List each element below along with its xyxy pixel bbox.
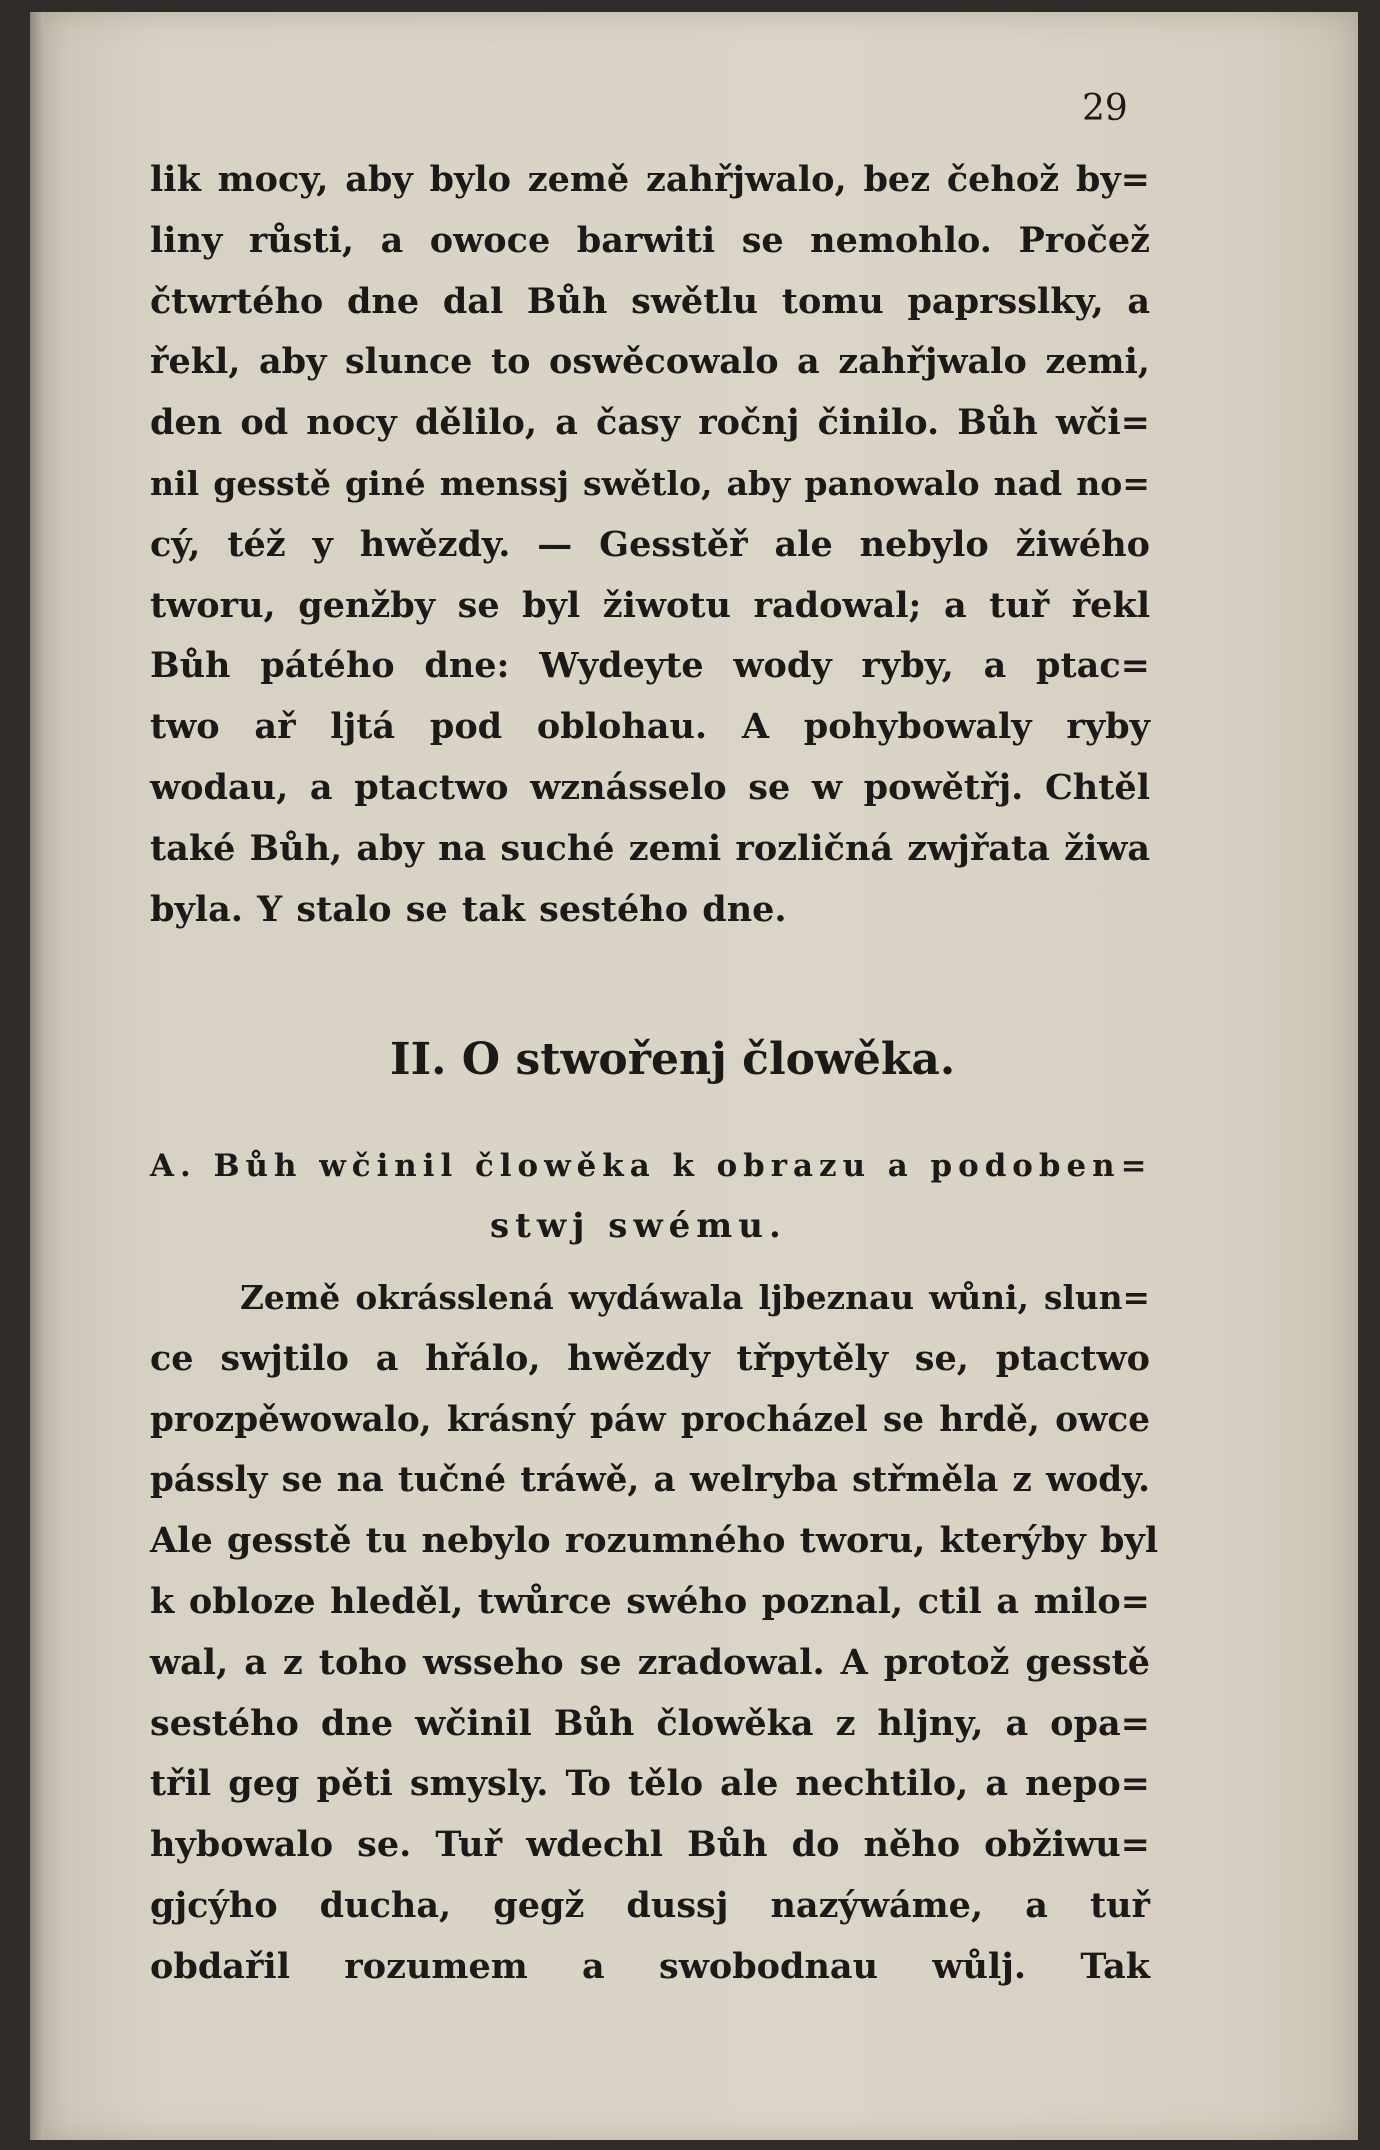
paragraph-2 bbox=[150, 1268, 1159, 1998]
text-line: hybowalo se. Tuř wdechl Bůh do něho obžiwu= bbox=[150, 1824, 1150, 1866]
section-heading: II. O stwořenj člowěka. bbox=[390, 1034, 956, 1085]
subheading bbox=[150, 1136, 1153, 1256]
text-line: Země okrásslená wydáwala ljbeznau wůni, slun= bbox=[240, 1278, 1150, 1317]
paragraph-1 bbox=[150, 150, 1150, 940]
text-line: den od nocy dělilo, a časy ročnj činilo. Bůh wči= bbox=[150, 402, 1150, 444]
text-line: obdařil rozumem a swobodnau wůlj. Tak bbox=[150, 1945, 1150, 1987]
text-line: čtwrtého dne dal Bůh swětlu tomu paprsslky, a bbox=[150, 280, 1150, 322]
text-line: liny růsti, a owoce barwiti se nemohlo. Pročež bbox=[150, 219, 1150, 261]
text-line: two ař ljtá pod oblohau. A pohybowaly ryby bbox=[150, 706, 1150, 748]
text-line: wodau, a ptactwo wznásselo se w powětřj. Chtěl bbox=[150, 766, 1150, 808]
text-line: nil gesstě giné menssj swětlo, aby panowalo nad no= bbox=[150, 463, 1150, 503]
paragraph-1-text bbox=[150, 150, 1150, 940]
text-line: cý, též y hwězdy. — Gesstěř ale nebylo žiwého bbox=[150, 523, 1150, 565]
text-line: ce swjtilo a hřálo, hwězdy třpytěly se, ptactwo bbox=[150, 1337, 1150, 1379]
text-line: Ale gesstě tu nebylo rozumného tworu, kterýby byl bbox=[150, 1520, 1159, 1562]
subheading-line: stwj swému. bbox=[490, 1206, 787, 1246]
page-gutter bbox=[30, 12, 44, 2140]
text-line: řekl, aby slunce to oswěcowalo a zahřjwalo zemi, bbox=[150, 341, 1150, 383]
text-line: tworu, genžby se byl žiwotu radowal; a tuř řekl bbox=[150, 584, 1150, 626]
subheading-line: A. Bůh wčinil člowěka k obrazu a podoben= bbox=[150, 1148, 1153, 1184]
text-line: také Bůh, aby na suché zemi rozličná zwjřata žiwa bbox=[150, 827, 1151, 869]
paragraph-2-text bbox=[150, 1268, 1159, 1998]
text-line: k obloze hleděl, twůrce swého poznal, ctil a milo= bbox=[150, 1580, 1150, 1622]
text-line: gjcýho ducha, gegž dussj nazýwáme, a tuř bbox=[150, 1884, 1150, 1926]
text-line: wal, a z toho wsseho se zradowal. A protož gesstě bbox=[150, 1641, 1150, 1683]
text-line: pássly se na tučné tráwě, a welryba střměla z wody. bbox=[150, 1460, 1150, 1501]
text-line: Bůh pátého dne: Wydeyte wody ryby, a ptac= bbox=[150, 645, 1150, 687]
text-line: třil geg pěti smysly. To tělo ale nechtilo, a nepo= bbox=[150, 1763, 1150, 1805]
page-number: 29 bbox=[1082, 88, 1128, 129]
text-line: sestého dne wčinil Bůh člowěka z hljny, a opa= bbox=[150, 1702, 1150, 1744]
text-line: byla. Y stalo se tak sestého dne. bbox=[150, 888, 787, 930]
text-line: lik mocy, aby bylo země zahřjwalo, bez čehož by= bbox=[150, 159, 1150, 200]
text-line: prozpěwowalo, krásný páw procházel se hrdě, owce bbox=[150, 1399, 1150, 1440]
